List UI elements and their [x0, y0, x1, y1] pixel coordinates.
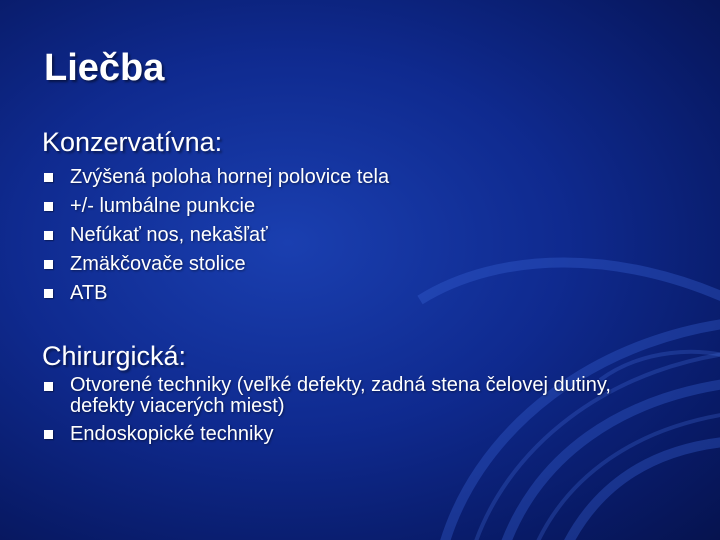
- square-bullet-icon: [44, 231, 53, 240]
- list-item: [44, 375, 660, 423]
- conservative-treatment-list: [44, 166, 389, 311]
- section-heading-conservative: Konzervatívna:: [42, 127, 223, 157]
- slide-title: Liečba: [44, 47, 165, 89]
- square-bullet-icon: [44, 202, 53, 211]
- square-bullet-icon: [44, 430, 53, 439]
- list-item-text: Zvýšená poloha hornej polovice tela: [70, 166, 390, 188]
- list-item: [44, 166, 389, 195]
- list-item: [44, 253, 389, 282]
- square-bullet-icon: [44, 173, 53, 182]
- list-item-text: Endoskopické techniky: [70, 423, 274, 445]
- square-bullet-icon: [44, 382, 53, 391]
- list-item: [44, 224, 389, 253]
- list-item-text: Nefúkať nos, nekašľať: [70, 224, 268, 246]
- list-item: [44, 423, 660, 452]
- list-item-text: ATB: [70, 282, 108, 304]
- section-heading-surgical: Chirurgická:: [42, 341, 187, 371]
- square-bullet-icon: [44, 289, 53, 298]
- list-item-text: Zmäkčovače stolice: [70, 253, 246, 275]
- surgical-treatment-list: [44, 375, 660, 452]
- list-item: [44, 282, 389, 311]
- list-item: [44, 195, 389, 224]
- square-bullet-icon: [44, 260, 53, 269]
- list-item-text: +/- lumbálne punkcie: [70, 195, 256, 217]
- list-item-text: Otvorené techniky (veľké defekty, zadná stena čelovej dutiny, defekty viacerých miest): [70, 374, 611, 417]
